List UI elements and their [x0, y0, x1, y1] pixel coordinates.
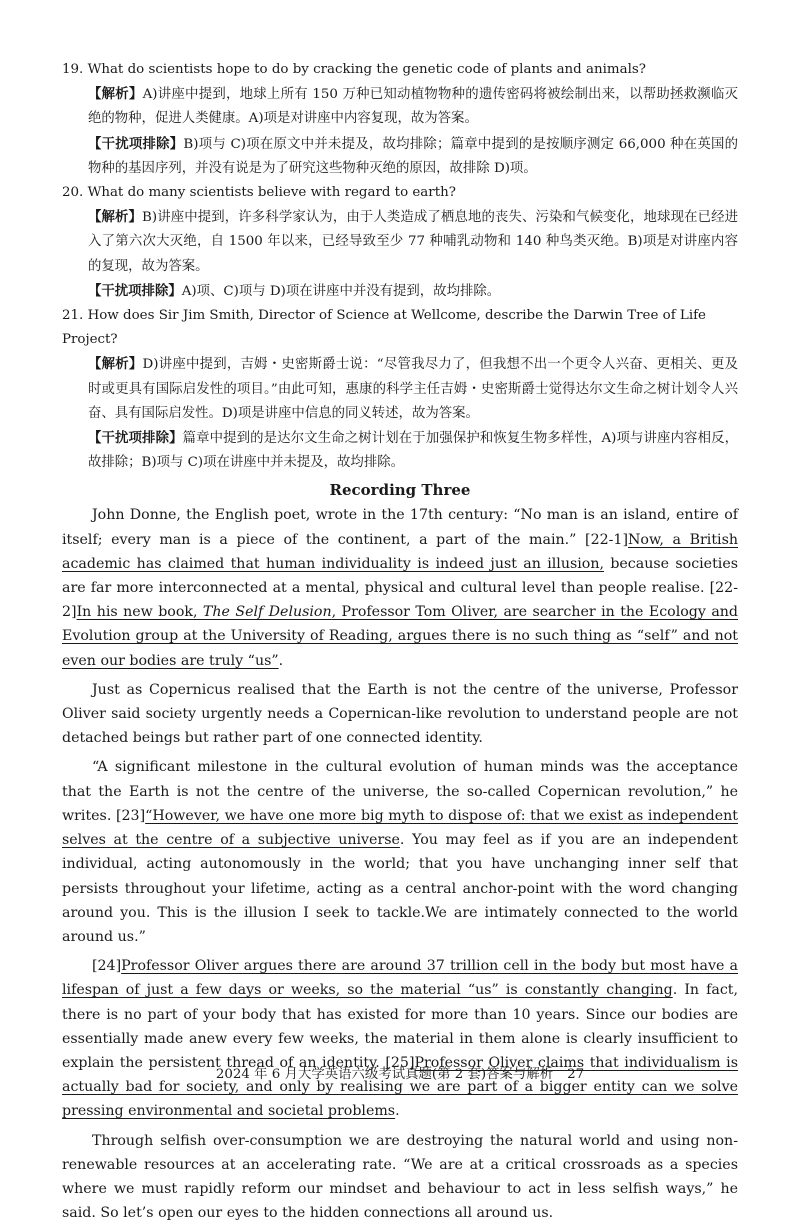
- recording-paragraph-3: “A significant milestone in the cultural evolution of human minds was the acceptance that the Earth is not the centre of the universe, the so-called Copernican revolution,” he writes. [23]“However, we have one more big myth to dispose of: that we exist as independent selves at the centre of a subjective universe. You may feel as if you are an independent individual, acting autonomously in the world; that you have unchanging inner self that persists throughout your lifetime, acting as a central anchor-point with the word changing around you. This is the illusion I seek to tackle.We are intimately connected to the world around us.”: [62, 759, 738, 945]
- underlined-answer: In his new book,: [76, 604, 203, 621]
- analysis-21: 【解析】D)讲座中提到，吉姆・史密斯爵士说：“尽管我尽力了，但我想不出一个更令人兴奋、更相关、更及时或更具有国际启发性的项目。”由此可知，惠康的科学主任吉姆・史密斯爵士觉得达尔文生命之树计划令人兴奋、具有国际启发性。D)项是讲座中信息的同义转述，故为答案。: [88, 356, 739, 421]
- answer-marker: [22-2]: [62, 580, 738, 621]
- answer-marker: [25]: [385, 1054, 415, 1071]
- underlined-answer: , Professor Tom Oliver, are searcher in the Ecology and Evolution group at the University of Reading, argues there is no such thing as “self” and not even our bodies are truly “us”: [62, 604, 738, 669]
- recording-paragraph-5: Through selfish over-consumption we are destroying the natural world and using non-renewable resources at an accelerating rate. “We are at a critical crossroads as a species where we must rapidly reform our mindset and behaviour to act in less selfish ways,” he said. So let’s open our eyes to the hidden connections all around us.: [62, 1132, 738, 1222]
- book-title: The Self Delusion: [202, 604, 332, 621]
- recording-paragraph-4: [24]Professor Oliver argues there are around 37 trillion cell in the body but most have a lifespan of just a few days or weeks, so the material “us” is constantly changing. In fact, there is no part of your body that has existed for more than 10 years. Since our bodies are essentially made anew every few weeks, the material in them alone is clearly insufficient to explain the persistent thread of an identity. [25]Professor Oliver claims that individualism is actually bad for society, and only by realising we are part of a bigger entity can we solve pressing environmental and societal problems.: [62, 958, 738, 1120]
- underlined-answer: Professor Oliver argues there are around 37 trillion cell in the body but most have a lifespan of just a few days or weeks, so the material “us” is constantly changing: [62, 958, 738, 999]
- page-number: 27: [567, 1067, 585, 1082]
- question-21: 21. How does Sir Jim Smith, Director of Science at Wellcome, describe the Darwin Tree of Life Project?: [62, 308, 706, 348]
- analysis-tag: 【解析】: [88, 356, 143, 373]
- recording-paragraph-2: Just as Copernicus realised that the Earth is not the centre of the universe, Professor Oliver said society urgently needs a Copernican-like revolution to understand people are not detached beings but rather part of one connected identity.: [62, 681, 738, 747]
- exclusion-19: 【干扰项排除】B)项与 C)项在原文中并未提及，故均排除；篇章中提到的是按顺序测定 66,000 种在英国的物种的基因序列，并没有说是为了研究这些物种灭绝的原因，故排除 D)项。: [88, 135, 739, 176]
- exclusion-21: 【干扰项排除】篇章中提到的是达尔文生命之树计划在于加强保护和恢复生物多样性，A)项与讲座内容相反，故排除；B)项与 C)项在讲座中并未提及，故均排除。: [88, 430, 738, 471]
- exclusion-tag: 【干扰项排除】: [88, 282, 182, 299]
- exclusion-tag: 【干扰项排除】: [88, 430, 183, 447]
- recording-title: Recording Three: [329, 481, 471, 500]
- page-footer: [0, 1063, 800, 1082]
- analysis-tag: 【解析】: [88, 86, 143, 103]
- question-text: What do many scientists believe with regard to earth?: [87, 185, 456, 201]
- answer-marker: [22-1]: [585, 531, 628, 548]
- underlined-answer: Now, a British academic has claimed that human individuality is indeed just an illusion,: [62, 531, 739, 572]
- question-19: 19. What do scientists hope to do by cracking the genetic code of plants and animals?: [62, 62, 646, 77]
- underlined-answer: Professor Oliver claims that individualism is actually bad for society, and only by realising we are part of a bigger entity can we solve pressing environmental and societal problems: [62, 1054, 738, 1120]
- exclusion-tag: 【干扰项排除】: [88, 135, 184, 152]
- question-text: How does Sir Jim Smith, Director of Science at Wellcome, describe the Darwin Tree of Life Project?: [62, 308, 706, 348]
- question-block-21: [62, 304, 738, 475]
- footer-title: 2024 年 6 月大学英语六级考试真题(第 2 套)答案与解析: [215, 1067, 554, 1082]
- analysis-19: 【解析】A)讲座中提到，地球上所有 150 万种已知动植物物种的遗传密码将被绘制出来，以帮助拯救濒临灭绝的物种，促进人类健康。A)项是对讲座中内容复现，故为答案。: [88, 86, 738, 127]
- analysis-20: 【解析】B)讲座中提到，许多科学家认为，由于人类造成了栖息地的丧失、污染和气候变化，地球现在已经进入了第六次大灭绝，自 1500 年以来，已经导致至少 77 种哺乳动物和 140 种鸟类灭绝。B)项是对讲座内容的复现，故为答案。: [88, 209, 739, 274]
- question-20: 20. What do many scientists believe with regard to earth?: [62, 185, 456, 201]
- analysis-tag: 【解析】: [88, 209, 143, 226]
- document-page: [62, 58, 738, 1225]
- recording-paragraph-1: John Donne, the English poet, wrote in the 17th century: “No man is an island, entire of itself; every man is a piece of the continent, a part of the main.” [22-1]Now, a British academic has claimed that human individuality is indeed just an illusion, because societies are far more interconnected at a mental, physical and cultural level than people realise. [22-2]In his new book, The Self Delusion, Professor Tom Oliver, are searcher in the Ecology and Evolution group at the University of Reading, argues there is no such thing as “self” and not even our bodies are truly “us”.: [62, 507, 739, 669]
- answer-marker: [24]: [92, 958, 122, 975]
- answer-marker: [23]: [116, 807, 146, 824]
- question-text: What do scientists hope to do by cracking the genetic code of plants and animals?: [87, 62, 646, 77]
- question-block-20: [62, 181, 738, 304]
- exclusion-20: 【干扰项排除】A)项、C)项与 D)项在讲座中并没有提到，故均排除。: [88, 282, 501, 299]
- question-block-19: [62, 58, 738, 181]
- underlined-answer: “However, we have one more big myth to dispose of: that we exist as independent selves at the centre of a subjective universe: [62, 807, 738, 849]
